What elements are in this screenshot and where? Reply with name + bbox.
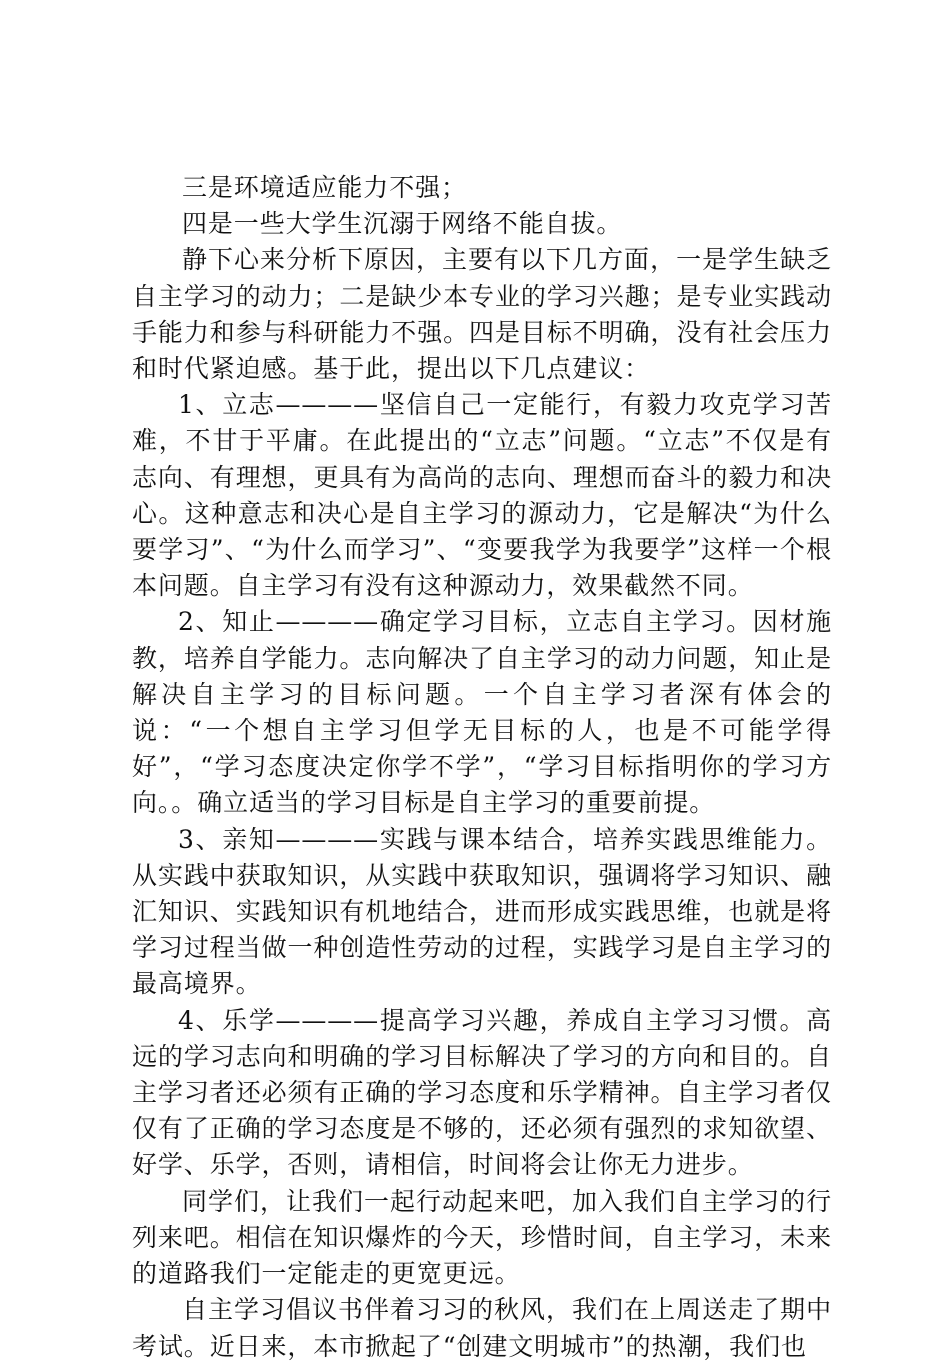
paragraph-3: 静下心来分析下原因，主要有以下几方面，一是学生缺乏自主学习的动力；二是缺少本专业的学习兴趣；是专业实践动手能力和参与科研能力不强。四是目标不明确，没有社会压力和时代紧迫感。基于此，提出以下几点建议： [132,245,832,384]
paragraph-1: 三是环境适应能力不强； [182,173,467,202]
paragraph-5-zhizhi: 2、知止————确定学习目标，立志自主学习。因材施教，培养自学能力。志向解决了自主学习的动力问题，知止是解决自主学习的目标问题。一个自主学习者深有体会的说：“一个想自主学习但学无目标的人，也是不可能学得好”，“学习态度决定你学不学”，“学习目标指明你的学习方向。。确立适当的学习目标是自主学习的重要前提。 [132,607,832,818]
paragraph-9: 自主学习倡议书伴着习习的秋风，我们在上周送走了期中考试。近日来，本市掀起了“创建文明城市”的热潮，我们也 [132,1295,832,1361]
paragraph-4-lizhi: 1、立志————坚信自己一定能行，有毅力攻克学习苦难，不甘于平庸。在此提出的“立志”问题。“立志”不仅是有志向、有理想，更具有为高尚的志向、理想而奋斗的毅力和决心。这种意志和决心是自主学习的源动力，它是解决“为什么要学习”、“为什么而学习”、“变要我学为我要学”这样一个根本问题。自主学习有没有这种源动力，效果截然不同。 [132,390,832,601]
paragraph-8: 同学们，让我们一起行动起来吧，加入我们自主学习的行列来吧。相信在知识爆炸的今天，珍惜时间，自主学习，未来的道路我们一定能走的更宽更远。 [132,1186,832,1289]
paragraph-6-qinzhi: 3、亲知————实践与课本结合，培养实践思维能力。从实践中获取知识，从实践中获取知识，强调将学习知识、融汇知识、实践知识有机地结合，进而形成实践思维，也就是将学习过程当做一种创造性劳动的过程，实践学习是自主学习的最高境界。 [132,824,832,999]
paragraph-7-lexue: 4、乐学————提高学习兴趣，养成自主学习习惯。高远的学习志向和明确的学习目标解决了学习的方向和目的。自主学习者还必须有正确的学习态度和乐学精神。自主学习者仅仅有了正确的学习态度是不够的，还必须有强烈的求知欲望、好学、乐学，否则，请相信，时间将会让你无力进步。 [132,1005,832,1180]
document-body [132,170,832,1365]
paragraph-2: 四是一些大学生沉溺于网络不能自拔。 [182,209,623,239]
